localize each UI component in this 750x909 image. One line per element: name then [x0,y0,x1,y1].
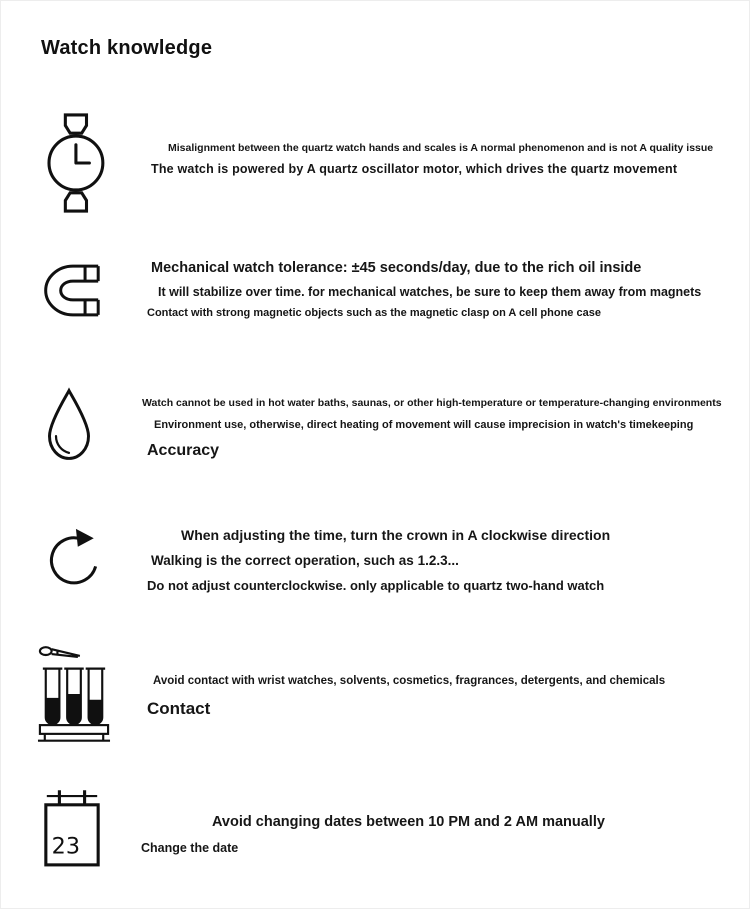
section-heading: Accuracy [147,442,220,460]
section-line: Avoid contact with wrist watches, solvents, cosmetics, fragrances, detergents, and chemicals [153,675,666,687]
section-text [141,813,605,856]
section-text [141,396,722,462]
section-line: When adjusting the time, turn the crown in A clockwise direction [181,527,611,543]
page-title: Watch knowledge [41,37,213,59]
section-text [141,526,610,595]
wristwatch-icon [43,113,105,213]
section-line: Avoid changing dates between 10 PM and 2 AM manually [212,814,605,830]
calendar-icon [41,789,103,871]
section-text [141,259,701,321]
section-line: Watch cannot be used in hot water baths, saunas, or other high-temperature or temperature-changing environments [142,397,722,409]
section-line: Mechanical watch tolerance: ±45 seconds/day, due to the rich oil inside [151,260,642,276]
calendar-day-number: 23 [51,833,80,860]
section-line: Do not adjust counterclockwise. only applicable to quartz two-hand watch [147,578,605,594]
test-tubes-icon [37,641,111,743]
section-line: Contact with strong magnetic objects such as the magnetic clasp on A cell phone case [147,307,601,320]
section-line: Environment use, otherwise, direct heating of movement will cause imprecision in watch's timekeeping [154,419,694,432]
water-drop-icon [43,377,95,473]
clockwise-arrow-icon [45,523,105,591]
section-text [141,141,713,178]
section-text [141,674,665,720]
section-line: Walking is the correct operation, such as 1.2.3... [151,552,459,568]
section-line: Misalignment between the quartz watch hands and scales is A normal phenomenon and is not A quality issue [168,142,714,154]
magnet-icon [41,263,101,318]
section-heading: Contact [147,698,211,718]
section-line: The watch is powered by A quartz oscillator motor, which drives the quartz movement [151,162,678,177]
section-line: Change the date [141,840,239,855]
section-line: It will stabilize over time. for mechanical watches, be sure to keep them away from magnets [158,284,702,299]
